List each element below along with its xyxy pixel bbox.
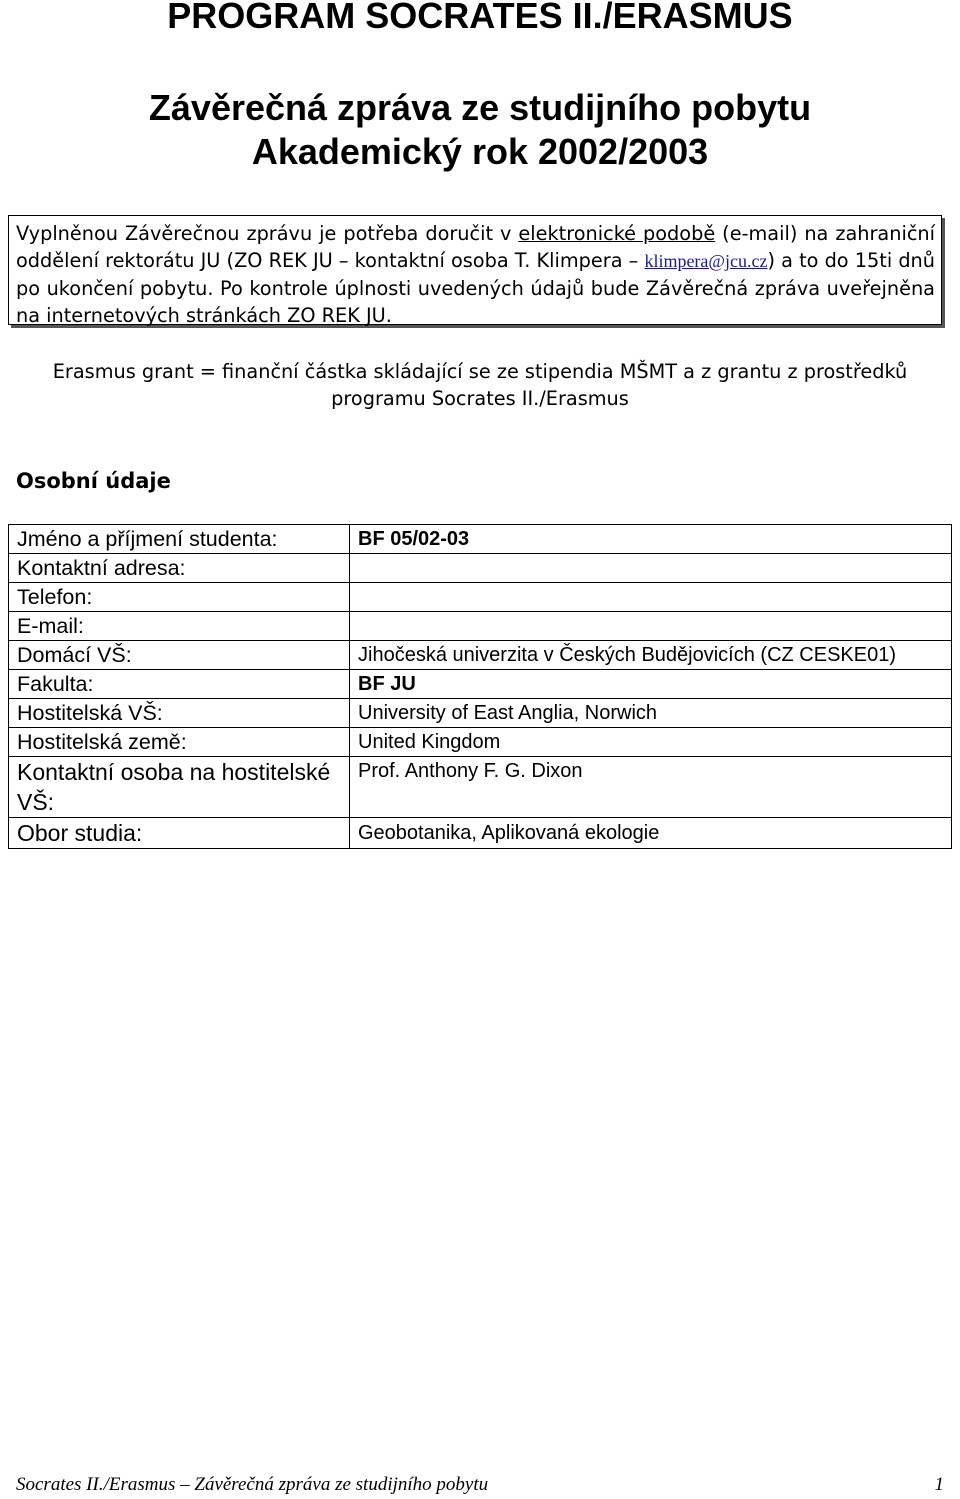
notice-text-3: ) a to do 15ti dnů po ukončení pobytu. Po kontrole úplnosti uvedených údajů bude Závěrečná zpráva uveřejněna na internetových stránkách ZO REK JU. [16,249,935,327]
field-value-field-of-study: Geobotanika, Aplikovaná ekologie [350,818,952,849]
field-label-host-country: Hostitelská země: [9,728,350,757]
section-heading-personal: Osobní údaje [16,469,171,493]
table-row [9,641,952,670]
academic-year: Akademický rok 2002/2003 [251,131,709,172]
field-value-host-contact: Prof. Anthony F. G. Dixon [350,757,952,818]
field-value-host-country: United Kingdom [350,728,952,757]
field-label-phone: Telefon: [9,583,350,612]
field-label-student-name: Jméno a příjmení studenta: [9,525,350,554]
table-row [9,554,952,583]
table-row [9,670,952,699]
personal-info-table [8,524,952,849]
report-title: Závěrečná zpráva ze studijního pobytu [148,87,812,128]
table-row [9,818,952,849]
field-value-address [350,554,952,583]
field-value-home-university: Jihočeská univerzita v Českých Budějovicích (CZ CESKE01) [350,641,952,670]
field-label-address: Kontaktní adresa: [9,554,350,583]
field-value-email [350,612,952,641]
field-label-email: E-mail: [9,612,350,641]
field-value-faculty: BF JU [350,670,952,699]
field-label-host-university: Hostitelská VŠ: [9,699,350,728]
field-label-home-university: Domácí VŠ: [9,641,350,670]
table-row [9,757,952,818]
field-label-faculty: Fakulta: [9,670,350,699]
footer-text: Socrates II./Erasmus – Závěrečná zpráva ze studijního pobytu [16,1474,489,1495]
table-row [9,612,952,641]
notice-electronic-form: elektronické podobě [518,222,716,245]
table-row [9,728,952,757]
field-label-host-contact: Kontaktní osoba na hostitelské VŠ: [9,757,350,818]
field-value-phone [350,583,952,612]
table-row [9,699,952,728]
field-value-host-university: University of East Anglia, Norwich [350,699,952,728]
page-footer [16,1473,944,1497]
grant-note: Erasmus grant = finanční částka skládající se ze stipendia MŠMT a z grantu z prostředků programu Socrates II./Erasmus [52,360,908,410]
field-label-field-of-study: Obor studia: [9,818,350,849]
submission-notice-box [8,215,942,325]
table-row [9,583,952,612]
table-row [9,525,952,554]
notice-text-2: (e-mail) na zahraniční oddělení rektorátu JU (ZO REK JU – kontaktní osoba T. Klimpera – [16,222,935,272]
contact-email-link[interactable]: klimpera@jcu.cz [644,251,768,271]
notice-text-1: Vyplněnou Závěrečnou zprávu je potřeba doručit v [16,222,519,245]
field-value-student-name: BF 05/02-03 [350,525,952,554]
program-title: PROGRAM SOCRATES II./ERASMUS [167,0,793,36]
page-number: 1 [934,1474,944,1495]
